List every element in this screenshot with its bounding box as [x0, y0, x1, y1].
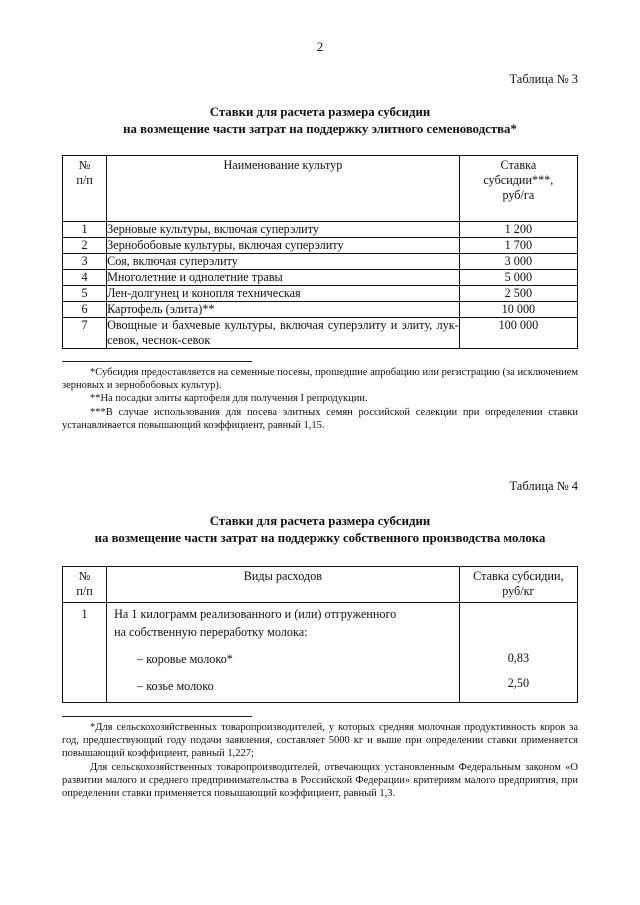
table4-block: [62, 479, 578, 800]
table-row: [63, 254, 578, 270]
table3-row6-name: Овощные и бахчевые культуры, включая суперэлиту и элиту, лук-севок, чеснок-севок: [107, 318, 459, 347]
table-row: [63, 318, 578, 349]
table4-header-num: № п/п: [63, 567, 107, 603]
table3-row2-rate: 3 000: [459, 254, 577, 270]
table4: [62, 566, 578, 703]
page-number: 2: [316, 39, 324, 54]
table-row: [63, 603, 578, 703]
footnote-separator-rule: [62, 361, 252, 362]
table3-title: [62, 104, 578, 138]
table3-row5-name: Картофель (элита)**: [107, 302, 460, 318]
table4-title-line1: Ставки для расчета размера субсидии: [209, 514, 431, 528]
table3-row0-num: 1: [63, 222, 107, 238]
table4-item-1-rate: 2,50: [507, 676, 530, 690]
table3-row1-name: Зернобобовые культуры, включая суперэлиту: [107, 238, 460, 254]
table4-label: Таблица № 4: [509, 479, 578, 493]
table3-row4-name: Лен-долгунец и конопля техническая: [107, 286, 460, 302]
table3-footnote-2: **На посадки элиты картофеля для получения I репродукции.: [90, 393, 368, 405]
table3-row3-name: Многолетние и однолетние травы: [107, 270, 460, 286]
table-row: [63, 238, 578, 254]
table4-item-0-label: – коровье молоко*: [137, 652, 233, 666]
table3-title-line1: Ставки для расчета размера субсидии: [209, 105, 431, 119]
table4-row0-rates: [459, 603, 577, 703]
table3-title-line2: на возмещение части затрат на поддержку элитного семеноводства*: [123, 122, 517, 136]
table3-footnote-3: ***В случае использования для посева элитных семян российской селекции при определении ставки устанавливается повышающий коэффициент, равный 1,15.: [62, 406, 578, 431]
table3-label: Таблица № 3: [509, 72, 578, 86]
table4-header-name: Виды расходов: [107, 567, 460, 603]
table4-footnotes: [62, 716, 578, 800]
table-row: [63, 270, 578, 286]
table3-row5-rate: 10 000: [459, 302, 577, 318]
table3-row0-rate: 1 200: [459, 222, 577, 238]
table4-lead-line2: на собственную переработку молока:: [114, 625, 308, 639]
table3-block: [62, 72, 578, 432]
table3: [62, 155, 578, 349]
table3-row4-rate: 2 500: [459, 286, 577, 302]
table3-row6-rate: 100 000: [459, 318, 577, 349]
table3-row5-num: 6: [63, 302, 107, 318]
table4-row0-name: [107, 603, 460, 703]
table4-item-0-rate: 0,83: [507, 651, 530, 665]
table4-item-1-label: – козье молоко: [137, 679, 214, 693]
table4-header-row: [63, 567, 578, 603]
table4-lead-line1: На 1 килограмм реализованного и (или) отгруженного: [114, 607, 397, 621]
table4-header-rate: Ставка субсидии, руб/кг: [459, 567, 577, 603]
table3-header-row: [63, 156, 578, 222]
table3-row0-name: Зерновые культуры, включая суперэлиту: [107, 222, 460, 238]
table3-header-name: Наименование культур: [107, 156, 460, 222]
table4-title-line2: на возмещение части затрат на поддержку собственного производства молока: [94, 531, 546, 545]
table4-footnote-2: Для сельскохозяйственных товаропроизводителей, отвечающих установленным Федеральным законом «О развитии малого и среднего предпринимательства в Российской Федерации» критериям малого предприятия, при определении ставки применяется повышающий коэффициент, равный 1,3.: [62, 761, 578, 800]
table-row: [63, 302, 578, 318]
table4-title: [62, 513, 578, 547]
table-row: [63, 222, 578, 238]
table3-row6-num: 7: [63, 318, 107, 349]
table3-row1-num: 2: [63, 238, 107, 254]
table4-row0-num: 1: [63, 603, 107, 703]
table3-footnote-1: *Субсидия предоставляется на семенные посевы, прошедшие апробацию или регистрацию (за исключением зерновых и зернобобовых культур).: [62, 367, 578, 392]
table3-header-num: № п/п: [63, 156, 107, 222]
table3-header-rate: Ставка субсидии***, руб/га: [459, 156, 577, 222]
table3-row3-num: 4: [63, 270, 107, 286]
table3-footnotes: [62, 361, 578, 432]
table3-row1-rate: 1 700: [459, 238, 577, 254]
footnote-separator-rule: [62, 716, 252, 717]
table3-row4-num: 5: [63, 286, 107, 302]
table3-row3-rate: 5 000: [459, 270, 577, 286]
rate-spacer: [460, 603, 577, 641]
table3-row2-num: 3: [63, 254, 107, 270]
table4-footnote-1: *Для сельскохозяйственных товаропроизводителей, у которых средняя молочная продуктивность коров за год, предшествующий году подачи заявления, составляет 5000 кг и выше при определении ставки применяется повышающий коэффициент, равный 1,227;: [62, 722, 578, 760]
table3-row2-name: Соя, включая суперэлиту: [107, 254, 460, 270]
table-row: [63, 286, 578, 302]
